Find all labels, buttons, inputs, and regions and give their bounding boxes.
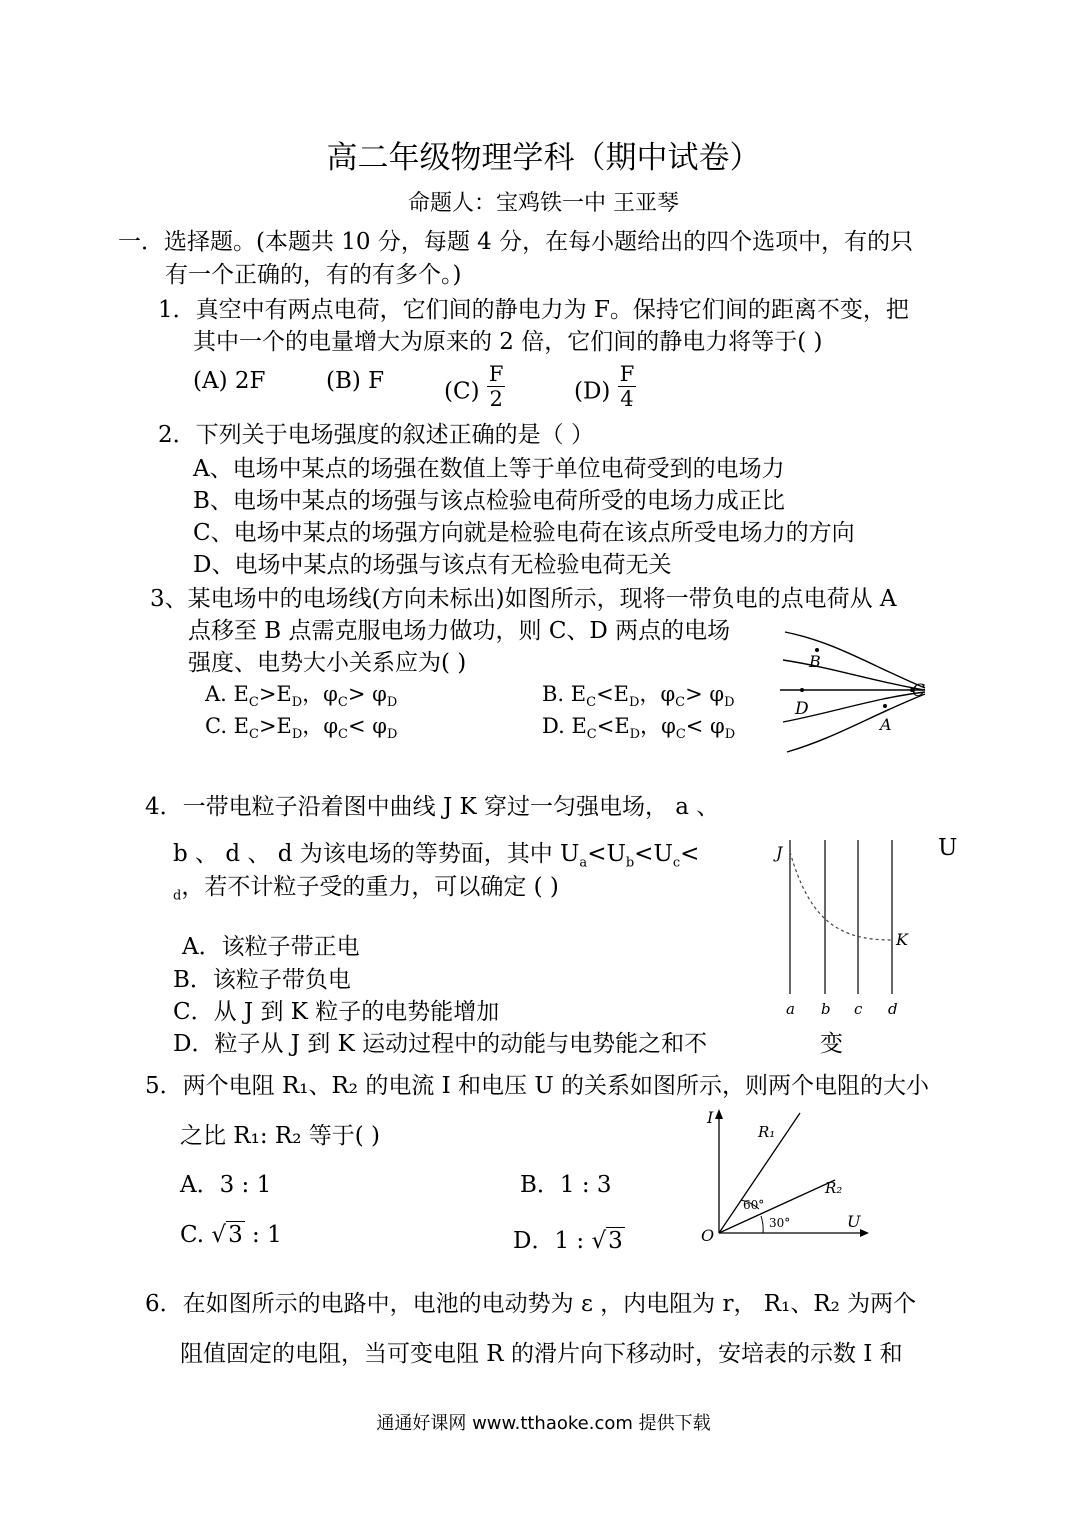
text: B. E xyxy=(542,682,587,706)
point-d xyxy=(800,688,804,692)
point-a xyxy=(883,704,887,708)
label-c: c xyxy=(854,1000,863,1018)
text: >E xyxy=(258,714,292,738)
q1-option-d-fraction xyxy=(618,362,637,411)
label-r2: R₂ xyxy=(825,1179,843,1197)
q2-option-b: B、电场中某点的场强与该点检验电荷所受的电场力成正比 xyxy=(193,488,785,514)
fraction-denominator: 2 xyxy=(489,387,503,412)
label-b: B xyxy=(809,652,821,671)
text: ，φ xyxy=(639,682,676,706)
subscript: C xyxy=(338,727,348,743)
text: < φ xyxy=(348,714,387,738)
author-line: 命题人：宝鸡铁一中 王亚琴 xyxy=(408,191,679,216)
q1-option-a: (A) 2F xyxy=(193,368,266,394)
label-60deg: 60° xyxy=(743,1198,765,1212)
section-heading: 一．选择题。(本题共 10 分，每题 4 分，在每小题给出的四个选项中，有的只 xyxy=(118,229,914,255)
sqrt: √3 xyxy=(211,1222,243,1248)
q1-stem-cont: 其中一个的电量增大为原来的 2 倍，它们间的静电力将等于( ) xyxy=(193,329,823,355)
q5-stem: 5．两个电阻 R₁、R₂ 的电流 I 和电压 U 的关系如图所示，则两个电阻的大小 xyxy=(145,1073,930,1099)
q1-option-d xyxy=(574,362,636,417)
label-a: a xyxy=(786,1000,795,1018)
q3-stem-cont2: 强度、电势大小关系应为( ) xyxy=(188,650,467,676)
page-title: 高二年级物理学科（期中试卷） xyxy=(326,140,761,176)
text: C. E xyxy=(205,714,249,738)
q4-option-c: C．从 J 到 K 粒子的电势能增加 xyxy=(173,999,500,1025)
text: : 1 xyxy=(252,1222,282,1248)
text: D. E xyxy=(542,714,587,738)
q4-option-d-tail: 变 xyxy=(820,1031,843,1057)
fraction-denominator: 4 xyxy=(620,387,634,412)
text: ，φ xyxy=(302,682,338,706)
subscript: C xyxy=(249,727,259,743)
label-r1: R₁ xyxy=(758,1123,776,1141)
subscript: D xyxy=(291,695,303,711)
fraction-numerator: F xyxy=(488,362,504,386)
trajectory-jk xyxy=(790,852,892,940)
q1-option-b: (B) F xyxy=(326,368,385,394)
q4-option-a: A．该粒子带正电 xyxy=(182,934,360,960)
q5-option-b: B．1 : 3 xyxy=(520,1172,612,1198)
q3-option-c xyxy=(205,710,397,742)
text: ，φ xyxy=(302,714,339,738)
radicand: 3 xyxy=(608,1228,623,1254)
q3-option-a xyxy=(205,678,397,710)
text: ，φ xyxy=(640,714,676,738)
page-footer: 通通好课网 www.tthaoke.com 提供下载 xyxy=(376,1413,711,1434)
text: <E xyxy=(596,682,630,706)
less-than: <U xyxy=(587,841,626,867)
text: > φ xyxy=(685,682,725,706)
q1-option-c-label: (C) xyxy=(444,378,480,405)
text: < φ xyxy=(685,714,725,738)
text: ，若不计粒子受的重力，可以确定 ( ) xyxy=(181,874,559,900)
q4-stem: 4．一带电粒子沿着图中曲线 J K 穿过一匀强电场， a 、 xyxy=(145,794,720,820)
sqrt: √3 xyxy=(591,1228,623,1254)
field-line xyxy=(783,660,925,690)
subscript: D xyxy=(724,727,736,743)
label-c: C xyxy=(912,681,926,701)
q5-stem-cont: 之比 R₁: R₂ 等于( ) xyxy=(180,1123,381,1149)
subscript: C xyxy=(248,695,259,711)
radicand: 3 xyxy=(228,1222,243,1248)
label-j: J xyxy=(776,843,783,862)
q1-option-d-label: (D) xyxy=(574,378,611,405)
label-b: b xyxy=(821,1000,831,1018)
fraction-numerator: F xyxy=(619,362,635,386)
text: C. xyxy=(180,1222,205,1248)
text: <E xyxy=(596,714,630,738)
label-u: U xyxy=(847,1212,861,1231)
label-k: K xyxy=(896,930,908,949)
label-o: O xyxy=(701,1226,715,1245)
q4-equipotential-figure xyxy=(770,832,920,1022)
field-line xyxy=(785,632,925,688)
i-axis-arrow xyxy=(715,1109,723,1119)
text: A. E xyxy=(205,682,249,706)
q4-option-d: D．粒子从 J 到 K 运动过程中的动能与电势能之和不 xyxy=(173,1031,708,1057)
subscript: b xyxy=(625,855,635,871)
text: >E xyxy=(258,682,292,706)
q2-option-d: D、电场中某点的场强与该点有无检验电荷无关 xyxy=(193,552,672,578)
q3-stem: 3、某电场中的电场线(方向未标出)如图所示，现将一带负电的点电荷从 A xyxy=(150,586,897,612)
label-30deg: 30° xyxy=(769,1216,791,1230)
subscript: C xyxy=(586,727,597,743)
subscript: D xyxy=(291,727,303,743)
label-i: I xyxy=(707,1108,714,1127)
q4-option-b: B．该粒子带负电 xyxy=(173,967,351,993)
subscript: D xyxy=(724,695,735,711)
q5-option-d xyxy=(513,1222,625,1255)
label-d: D xyxy=(795,699,809,719)
subscript: D xyxy=(386,727,398,743)
q1-option-c xyxy=(444,362,505,417)
q3-field-lines-figure xyxy=(775,620,935,760)
subscript: c xyxy=(672,855,681,871)
less-than: < xyxy=(680,841,700,867)
u-axis-arrow xyxy=(860,1229,869,1237)
q1-option-c-fraction xyxy=(487,362,506,411)
less-than: <U xyxy=(634,841,673,867)
angle-arc-30 xyxy=(761,1216,763,1233)
subscript: C xyxy=(675,727,686,743)
q2-option-a: A、电场中某点的场强在数值上等于单位电荷受到的电场力 xyxy=(193,456,785,482)
q4-stem-cont xyxy=(173,835,699,871)
subscript: D xyxy=(629,727,641,743)
q3-stem-cont: 点移至 B 点需克服电场力做功，则 C、D 两点的电场 xyxy=(188,618,731,644)
subscript: a xyxy=(579,855,588,871)
q5-iu-graph xyxy=(695,1105,875,1250)
subscript: D xyxy=(386,695,398,711)
label-a: A xyxy=(880,715,892,734)
q2-option-c: C、电场中某点的场强方向就是检验电荷在该点所受电场力的方向 xyxy=(193,520,855,546)
subscript: C xyxy=(586,695,597,711)
q6-stem-cont: 阻值固定的电阻，当可变电阻 R 的滑片向下移动时，安培表的示数 I 和 xyxy=(180,1341,903,1367)
label-d: d xyxy=(888,1000,898,1018)
text: D．1 : xyxy=(513,1228,585,1254)
q5-option-c xyxy=(180,1222,282,1248)
q3-option-b xyxy=(542,678,735,710)
q1-stem: 1．真空中有两点电荷，它们间的静电力为 F。保持它们间的距离不变，把 xyxy=(158,297,909,323)
q6-stem: 6．在如图所示的电路中，电池的电动势为 ε ，内电阻为 r， R₁、R₂ 为两个 xyxy=(145,1291,917,1317)
text: b 、 d 、 d 为该电场的等势面，其中 U xyxy=(173,841,580,867)
subscript: D xyxy=(629,695,640,711)
subscript: d xyxy=(173,888,182,904)
q2-stem: 2．下列关于电场强度的叙述正确的是（ ） xyxy=(158,422,594,448)
subscript: C xyxy=(675,695,686,711)
section-heading-cont: 有一个正确的，有的有多个。) xyxy=(165,262,462,288)
text: > φ xyxy=(347,682,387,706)
q4-stem-cont2 xyxy=(173,868,559,904)
q5-option-a: A．3 : 1 xyxy=(180,1172,272,1198)
q3-option-d xyxy=(542,710,735,742)
subscript: C xyxy=(337,695,348,711)
q4-stem-tail: U xyxy=(938,835,958,861)
